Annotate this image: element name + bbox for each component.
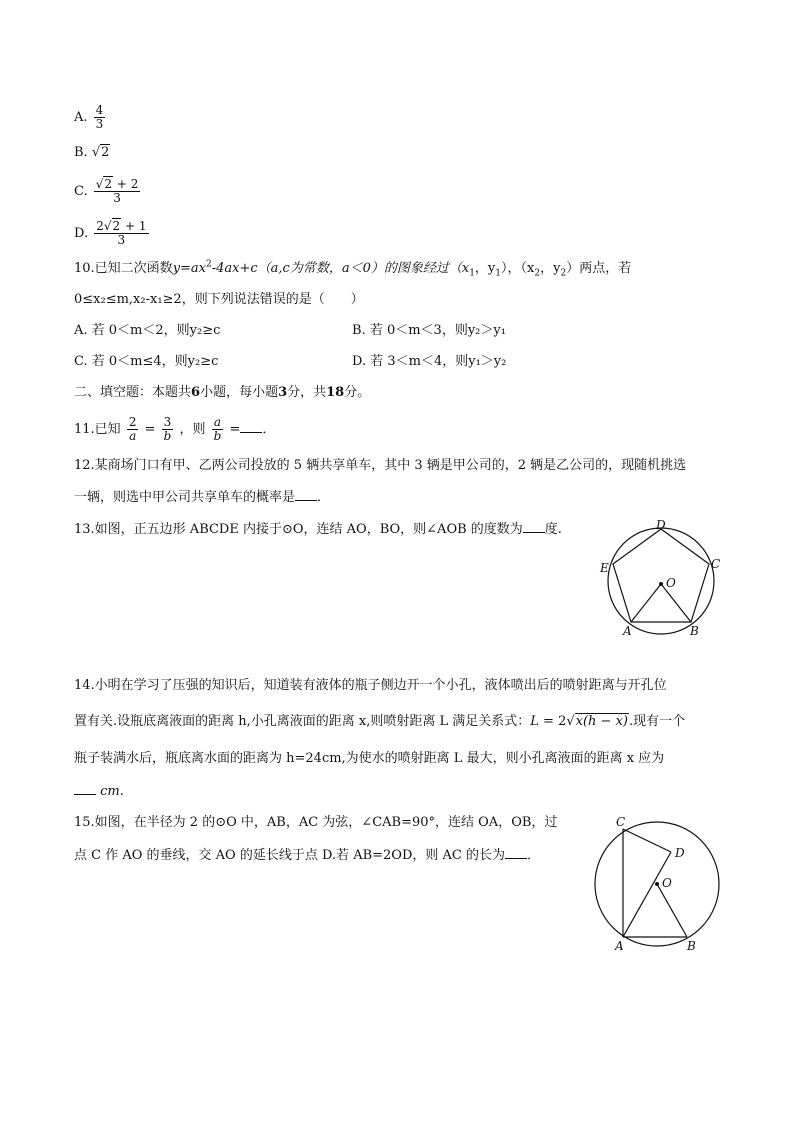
figure-circle-chords — [585, 812, 725, 954]
q10-option-d[interactable]: D. 若 3＜m＜4，则y₁＞y₂ — [352, 354, 507, 369]
fig13-label-d: D — [656, 518, 666, 532]
q12-stem-line1: 12.某商场门口有甲、乙两公司投放的 5 辆共享单车，其中 3 辆是甲公司的，2 辆是乙公司的，现随机挑选 — [74, 458, 687, 473]
q14-stem-line4: cm. — [74, 782, 124, 801]
answer-blank[interactable] — [295, 488, 317, 501]
fig13-label-b: B — [690, 624, 699, 638]
q14-stem-line2: 置有关.设瓶底离液面的距离 h,小孔离液面的距离 x,则喷射距离 L 满足关系式：L = 2√x(h − x).现有一个 — [74, 714, 686, 729]
q10-stem-line2: 0≤x₂≤m,x₂-x₁≥2，则下列说法错误的是（ ） — [74, 292, 364, 307]
sqrt-expression: √2 — [91, 145, 110, 160]
q12-stem-line2: 一辆，则选中甲公司共享单车的概率是 ． — [74, 490, 331, 505]
q15-stem-line2: 点 C 作 AO 的垂线，交 AO 的延长线于点 D.若 AB=2OD，则 AC 的长为 ． — [74, 848, 540, 863]
figure-pentagon-in-circle — [596, 516, 726, 642]
fig15-label-a: A — [615, 939, 624, 953]
section-2-header: 二、填空题：本题共6小题，每小题3分，共18分。 — [74, 385, 371, 400]
q9-option-d[interactable]: D. $\frac{2√2 + 1}{3}$ — [74, 219, 147, 247]
fig13-label-e: E — [600, 561, 609, 575]
q15-stem-line1: 15.如图，在半径为 2 的⊙O 中，AB，AC 为弦，∠CAB=90°，连结 OA，OB，过 — [74, 815, 558, 830]
q10-option-a[interactable]: A. 若 0＜m＜2，则y₂≥c — [74, 323, 221, 338]
fig15-label-o: O — [662, 876, 672, 890]
q10-option-c[interactable]: C. 若 0＜m≤4，则y₂≥c — [74, 354, 219, 369]
q9-option-c[interactable]: C. $\frac{√2 + 2}{3}$ — [74, 177, 139, 205]
answer-blank[interactable] — [74, 782, 96, 795]
fraction-four-thirds: $\frac{4}{3}$ — [95, 103, 104, 131]
fraction-d: $\frac{2√2 + 1}{3}$ — [96, 219, 147, 247]
q9-option-b[interactable]: B. √2 — [74, 145, 110, 160]
q10-stem-line1: 10.已知二次函数$y=ax^2-4ax+c(a,c$为常数，a＜0）的图象经过（$x_1$，$y_1$），（$x_2$，$y_2$）两点，若 — [74, 259, 632, 279]
q9-option-a[interactable]: A. $\frac{4}{3}$ — [74, 103, 104, 131]
q11-stem: 11.已知 $\frac{2}{a}$ = $\frac{3}{b}$ ，则 $\frac{a}{b}$ = ． — [74, 415, 276, 443]
answer-blank[interactable] — [240, 420, 262, 433]
fig15-label-c: C — [616, 815, 626, 829]
fraction-c: $\frac{√2 + 2}{3}$ — [95, 177, 139, 205]
fig15-label-b: B — [687, 939, 696, 953]
q14-stem-line1: 14.小明在学习了压强的知识后，知道装有液体的瓶子侧边开一个小孔，液体喷出后的喷射距离与开孔位 — [74, 678, 667, 693]
fig13-label-c: C — [711, 557, 721, 571]
answer-blank[interactable] — [523, 520, 545, 533]
fig13-label-o: O — [666, 576, 676, 590]
fig13-label-a: A — [623, 624, 632, 638]
q13-stem: 13.如图，正五边形 ABCDE 内接于⊙O，连结 AO，BO，则∠AOB 的度数为 度. — [74, 522, 562, 537]
fig15-label-d: D — [675, 846, 685, 860]
q14-stem-line3: 瓶子装满水后，瓶底离水面的距离为 h=24cm,为使水的喷射距离 L 最大，则小孔离液面的距离 x 应为 — [74, 751, 665, 766]
answer-blank[interactable] — [505, 846, 527, 859]
q10-option-b[interactable]: B. 若 0＜m＜3，则y₂＞y₁ — [352, 323, 506, 338]
